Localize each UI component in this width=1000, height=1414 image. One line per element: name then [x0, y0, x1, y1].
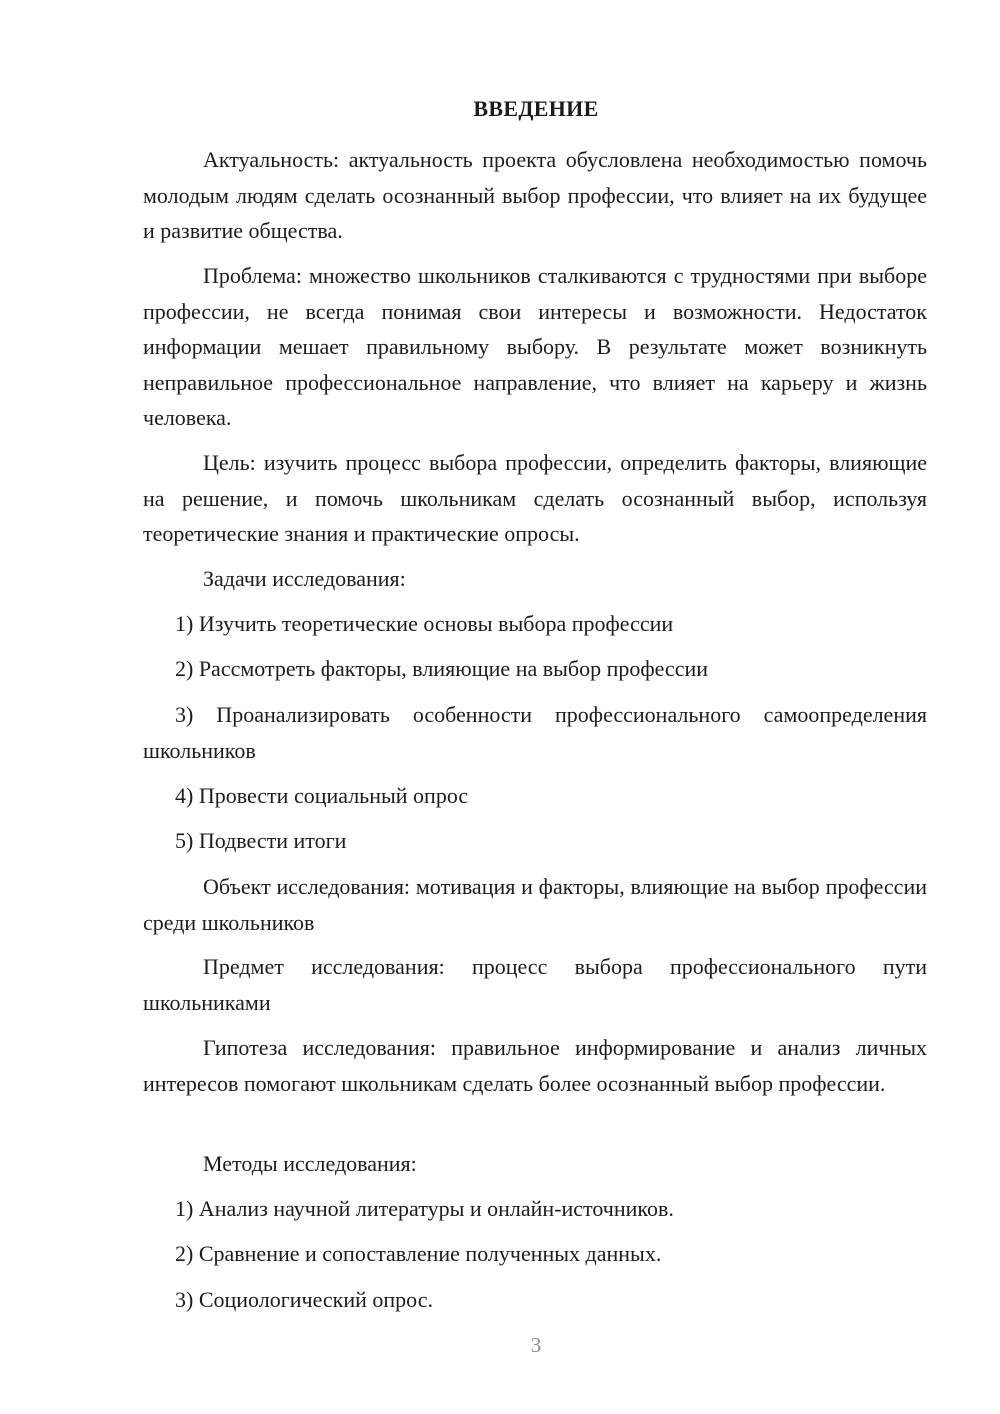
goal-paragraph: Цель: изучить процесс выбора профессии, определить факторы, влияющие на решение, и помочь школьникам сделать осознанный выбор, используя теоретические знания и практические опросы.: [143, 450, 927, 546]
task-item: 1) Изучить теоретические основы выбора профессии: [175, 611, 674, 636]
methods-heading: Методы исследования:: [203, 1151, 417, 1176]
task-item: 3) Проанализировать особенности профессионального самоопределения школьников: [143, 702, 927, 763]
page-number: 3: [530, 1333, 542, 1357]
object-paragraph: Объект исследования: мотивация и факторы, влияющие на выбор профессии среди школьников: [143, 874, 927, 935]
problem-paragraph: Проблема: множество школьников сталкиваются с трудностями при выборе профессии, не всегда понимая свои интересы и возможности. Недостаток информации мешает правильному выбору. В результате может возникнуть неправильное профессиональное направление, что влияет на карьеру и жизнь человека.: [143, 263, 927, 430]
method-item: 1) Анализ научной литературы и онлайн-источников.: [175, 1196, 674, 1221]
method-item: 3) Социологический опрос.: [175, 1287, 433, 1312]
task-item: 5) Подвести итоги: [175, 828, 347, 853]
method-item: 2) Сравнение и сопоставление полученных данных.: [175, 1241, 662, 1266]
task-item: 2) Рассмотреть факторы, влияющие на выбор профессии: [175, 656, 709, 681]
relevance-paragraph: Актуальность: актуальность проекта обусловлена необходимостью помочь молодым людям сделать осознанный выбор профессии, что влияет на их будущее и развитие общества.: [143, 147, 927, 243]
page-title: ВВЕДЕНИЕ: [473, 96, 599, 121]
tasks-heading: Задачи исследования:: [203, 566, 406, 591]
task-item: 4) Провести социальный опрос: [175, 783, 469, 808]
subject-paragraph: Предмет исследования: процесс выбора профессионального пути школьниками: [143, 954, 927, 1015]
hypothesis-paragraph: Гипотеза исследования: правильное информирование и анализ личных интересов помогают школьникам сделать более осознанный выбор профессии.: [143, 1035, 927, 1096]
